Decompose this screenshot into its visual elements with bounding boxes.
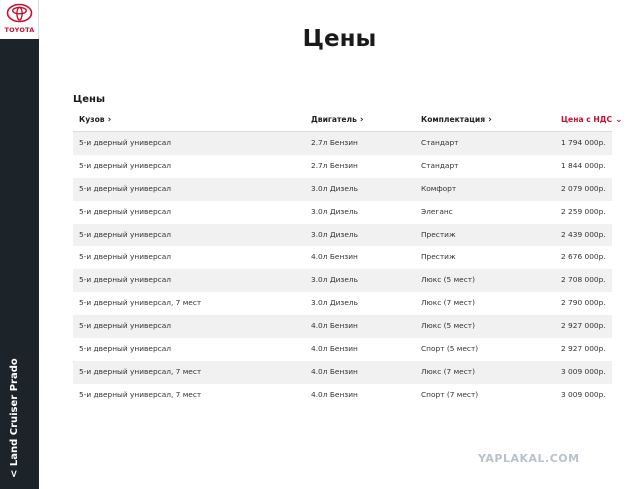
- sort-header-trim[interactable]: [421, 115, 492, 124]
- table-row: [73, 292, 612, 315]
- header-label: Комплектация: [421, 115, 486, 124]
- cell-body: 5-и дверный универсал: [79, 138, 171, 147]
- cell-engine: 4.0л Бензин: [311, 321, 358, 331]
- cell-trim: Спорт (5 мест): [421, 344, 479, 354]
- cell-engine: 3.0л Дизель: [311, 206, 358, 216]
- table-row: [73, 269, 612, 292]
- table-body: [73, 132, 612, 407]
- cell-engine: 2.7л Бензин: [311, 160, 358, 170]
- cell-trim: Престиж: [421, 252, 456, 262]
- cell-body: 5-и дверный универсал: [79, 160, 171, 170]
- cell-body: 5-и дверный универсал: [79, 252, 171, 262]
- cell-price: 2 439 000р.: [561, 229, 606, 239]
- cell-trim: Люкс (5 мест): [421, 321, 475, 331]
- cell-price: 3 009 000р.: [561, 389, 606, 399]
- table-row: [73, 224, 612, 247]
- header-label: Двигатель: [311, 115, 357, 124]
- brand-logo[interactable]: [0, 0, 39, 39]
- table-row: [73, 132, 612, 155]
- toyota-logo-icon: [6, 3, 33, 23]
- cell-body: 5-и дверный универсал: [79, 344, 171, 354]
- cell-price: 1 794 000р.: [561, 138, 606, 147]
- table-row: [73, 246, 612, 269]
- table-row: [73, 201, 612, 224]
- cell-body: 5-и дверный универсал, 7 мест: [79, 366, 202, 376]
- header-label: Цена с НДС: [561, 115, 613, 124]
- header-label: Кузов: [79, 115, 105, 124]
- cell-trim: Элеганс: [421, 206, 453, 216]
- back-to-model-link[interactable]: < Land Cruiser Prado: [9, 358, 20, 478]
- cell-body: 5-и дверный универсал: [79, 229, 171, 239]
- cell-price: 1 844 000р.: [561, 160, 606, 170]
- cell-trim: Люкс (5 мест): [421, 275, 475, 285]
- cell-trim: Спорт (7 мест): [421, 389, 479, 399]
- cell-price: 2 676 000р.: [561, 252, 606, 262]
- table-row: [73, 155, 612, 178]
- cell-price: 2 708 000р.: [561, 275, 606, 285]
- price-table: [73, 110, 623, 407]
- cell-engine: 4.0л Бензин: [311, 366, 358, 376]
- sort-header-body[interactable]: [79, 115, 111, 124]
- page-title: Цены: [302, 26, 377, 52]
- cell-trim: Люкс (7 мест): [421, 298, 475, 308]
- cell-price: 2 079 000р.: [561, 183, 606, 193]
- cell-engine: 3.0л Дизель: [311, 229, 358, 239]
- cell-price: 2 259 000р.: [561, 206, 606, 216]
- table-row: [73, 338, 612, 361]
- cell-price: 2 927 000р.: [561, 321, 606, 331]
- sort-header-price[interactable]: [561, 115, 623, 124]
- cell-price: 2 790 000р.: [561, 298, 606, 308]
- watermark: YAPLAKAL.COM: [478, 452, 580, 465]
- table-row: [73, 361, 612, 384]
- cell-body: 5-и дверный универсал: [79, 275, 171, 285]
- cell-engine: 3.0л Дизель: [311, 183, 358, 193]
- cell-engine: 3.0л Дизель: [311, 275, 358, 285]
- cell-body: 5-и дверный универсал: [79, 321, 171, 331]
- sort-header-engine[interactable]: [311, 115, 364, 124]
- table-row: [73, 315, 612, 338]
- cell-engine: 3.0л Дизель: [311, 298, 358, 308]
- cell-price: 2 927 000р.: [561, 344, 606, 354]
- cell-body: 5-и дверный универсал: [79, 206, 171, 216]
- cell-body: 5-и дверный универсал, 7 мест: [79, 298, 202, 308]
- chevron-down-icon: ⌄: [615, 115, 623, 125]
- cell-body: 5-и дверный универсал, 7 мест: [79, 389, 202, 399]
- cell-engine: 4.0л Бензин: [311, 389, 358, 399]
- table-header: [73, 110, 623, 132]
- cell-trim: Комфорт: [421, 183, 457, 193]
- cell-trim: Стандарт: [421, 138, 459, 147]
- cell-trim: Стандарт: [421, 160, 459, 170]
- cell-trim: Престиж: [421, 229, 456, 239]
- cell-price: 3 009 000р.: [561, 366, 606, 376]
- cell-engine: 4.0л Бензин: [311, 252, 358, 262]
- cell-engine: 2.7л Бензин: [311, 138, 358, 147]
- table-row: [73, 178, 612, 201]
- cell-body: 5-и дверный универсал: [79, 183, 171, 193]
- sidebar: [0, 0, 39, 489]
- section-title: Цены: [73, 94, 106, 105]
- table-row: [73, 384, 612, 407]
- chevron-right-icon: ›: [359, 115, 364, 125]
- cell-trim: Люкс (7 мест): [421, 366, 475, 376]
- chevron-right-icon: ›: [107, 115, 112, 125]
- chevron-right-icon: ›: [488, 115, 492, 125]
- brand-name: TOYOTA: [4, 26, 35, 34]
- cell-engine: 4.0л Бензин: [311, 344, 358, 354]
